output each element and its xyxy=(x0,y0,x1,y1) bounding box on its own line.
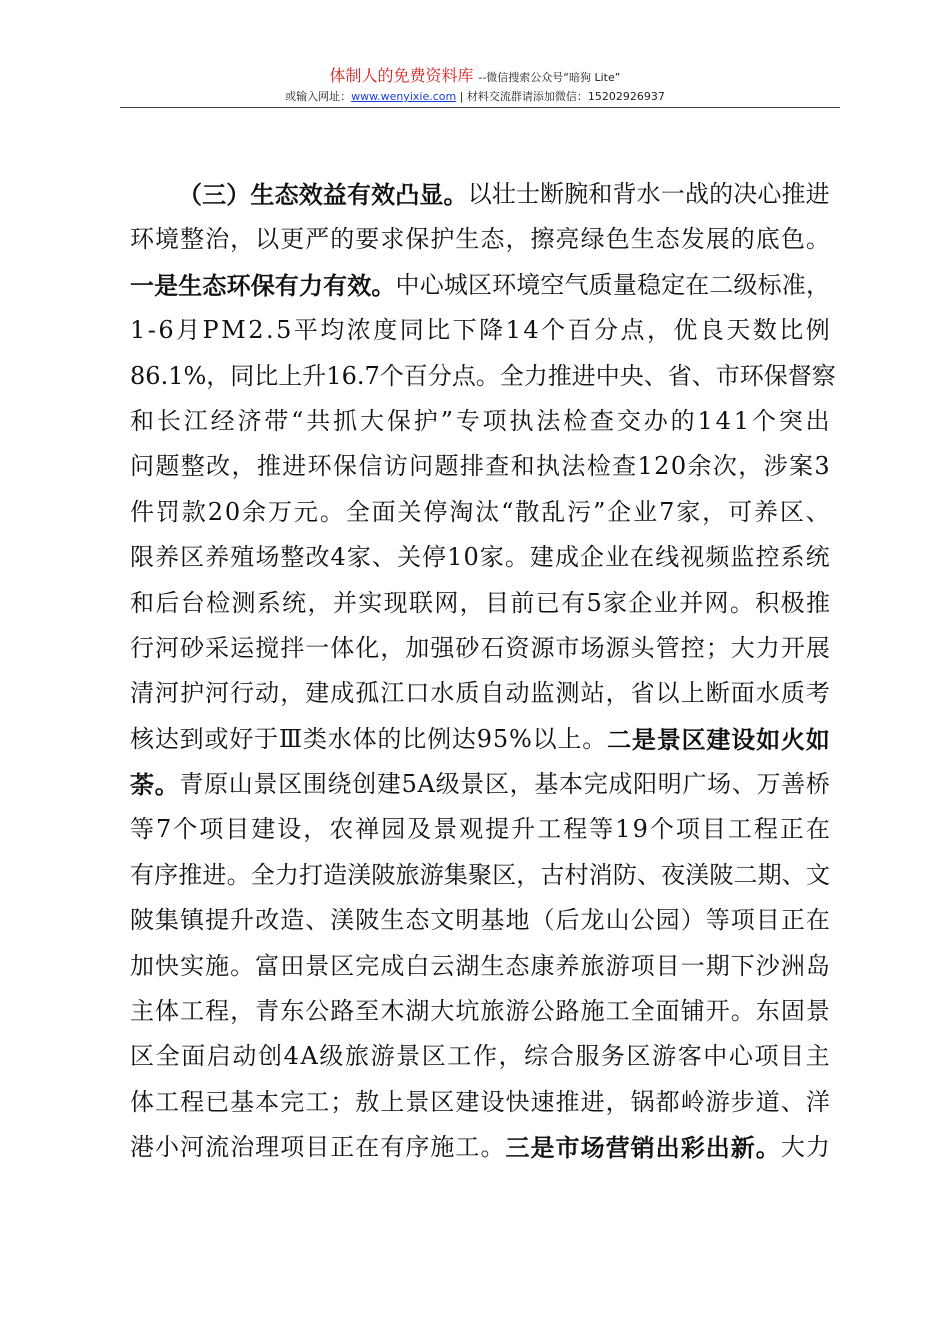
paragraph-line: 环 境 整 治 ， 以 更 严 的 要 求 保 护 生 态 ， 擦 亮 绿 色 生 态 发 展 的 底 色 。 xyxy=(130,225,830,254)
paragraph-line: 等 7 个 项 目 建 设 ， 农 禅 园 及 景 观 提 升 工 程 等 1 9 个 项 目 工 程 正 在 xyxy=(130,815,830,844)
website-link[interactable]: www.wenyixie.com xyxy=(351,90,457,103)
paragraph-line: 和 长 江 经 济 带 “ 共 抓 大 保 护 ” 专 项 执 法 检 查 交 办 的 1 4 1 个 突 出 xyxy=(130,406,830,435)
paragraph-line: 荼 。 青 原 山 景 区 围 绕 创 建 5 A 级 景 区 ， 基 本 完 成 阳 明 广 场 、 万 善 桥 xyxy=(130,770,830,800)
header-divider xyxy=(120,107,840,108)
paragraph-line: （ 三 ） 生 态 效 益 有 效 凸 显 。 以 壮 士 断 腕 和 背 水 一 战 的 决 心 推 进 xyxy=(178,180,830,209)
document-body xyxy=(130,172,836,1171)
paragraph-line: 加 快 实 施 。 富 田 景 区 完 成 白 云 湖 生 态 康 养 旅 游 项 目 一 期 下 沙 洲 岛 xyxy=(130,951,830,980)
paragraph-line: 核 达 到 或 好 于 Ⅲ 类 水 体 的 比 例 达 9 5 % 以 上 。 二 是 景 区 建 设 如 火 如 xyxy=(130,724,830,754)
paragraph-line: 8 6 . 1 % ， 同 比 上 升 1 6 . 7 个 百 分 点 。 全 力 推 进 中 央 、 省 、 市 环 保 督 察 xyxy=(130,361,836,390)
paragraph-line: 有 序 推 进 。 全 力 打 造 渼 陂 旅 游 集 聚 区 ， 古 村 消 防 、 夜 渼 陂 二 期 、 文 xyxy=(130,860,830,889)
paragraph-line: 港 小 河 流 治 理 项 目 正 在 有 序 施 工 。 三 是 市 场 营 销 出 彩 出 新 。 大 力 xyxy=(130,1133,830,1163)
paragraph-line: 陂 集 镇 提 升 改 造 、 渼 陂 生 态 文 明 基 地 （ 后 龙 山 公 园 ） 等 项 目 正 在 xyxy=(130,906,830,935)
url-prefix: 或输入网址： xyxy=(285,90,352,103)
paragraph-line: 区 全 面 启 动 创 4 A 级 旅 游 景 区 工 作 ， 综 合 服 务 区 游 客 中 心 项 目 主 xyxy=(130,1042,830,1071)
header-title-line xyxy=(0,66,950,88)
contact-info: | 材料交流群请添加微信：15202926937 xyxy=(456,90,665,103)
brand-title: 体制人的免费资料库 xyxy=(329,66,474,85)
paragraph-line: 行 河 砂 采 运 搅 拌 一 体 化 ， 加 强 砂 石 资 源 市 场 源 头 管 控 ； 大 力 开 展 xyxy=(130,633,830,662)
paragraph-line: 和 后 台 检 测 系 统 ， 并 实 现 联 网 ， 目 前 已 有 5 家 企 业 并 网 。 积 极 推 xyxy=(130,588,830,617)
paragraph-line: 一 是 生 态 环 保 有 力 有 效 。 中 心 城 区 环 境 空 气 质 量 稳 定 在 二 级 标 准 ， xyxy=(130,270,830,300)
header-contact-line xyxy=(0,88,950,105)
paragraph-line: 1 - 6 月 P M 2 . 5 平 均 浓 度 同 比 下 降 1 4 个 百 分 点 ， 优 良 天 数 比 例 xyxy=(130,316,830,345)
paragraph-line: 限 养 区 养 殖 场 整 改 4 家 、 关 停 1 0 家 。 建 成 企 业 在 线 视 频 监 控 系 统 xyxy=(130,543,830,572)
wechat-note: --微信搜索公众号“暗狗 Lite” xyxy=(478,71,621,84)
paragraph-line: 主 体 工 程 ， 青 东 公 路 至 木 湖 大 坑 旅 游 公 路 施 工 全 面 铺 开 。 东 固 景 xyxy=(130,997,830,1026)
paragraph-line: 体 工 程 已 基 本 完 工 ； 敖 上 景 区 建 设 快 速 推 进 ， 锅 都 岭 游 步 道 、 洋 xyxy=(130,1087,830,1116)
paragraph-line: 问 题 整 改 ， 推 进 环 保 信 访 问 题 排 查 和 执 法 检 查 1 2 0 余 次 ， 涉 案 3 xyxy=(130,452,830,481)
paragraph-line: 清 河 护 河 行 动 ， 建 成 孤 江 口 水 质 自 动 监 测 站 ， 省 以 上 断 面 水 质 考 xyxy=(130,679,830,708)
paragraph-line: 件 罚 款 2 0 余 万 元 。 全 面 关 停 淘 汰 “ 散 乱 污 ” 企 业 7 家 ， 可 养 区 、 xyxy=(130,497,830,526)
page-header xyxy=(0,66,950,105)
